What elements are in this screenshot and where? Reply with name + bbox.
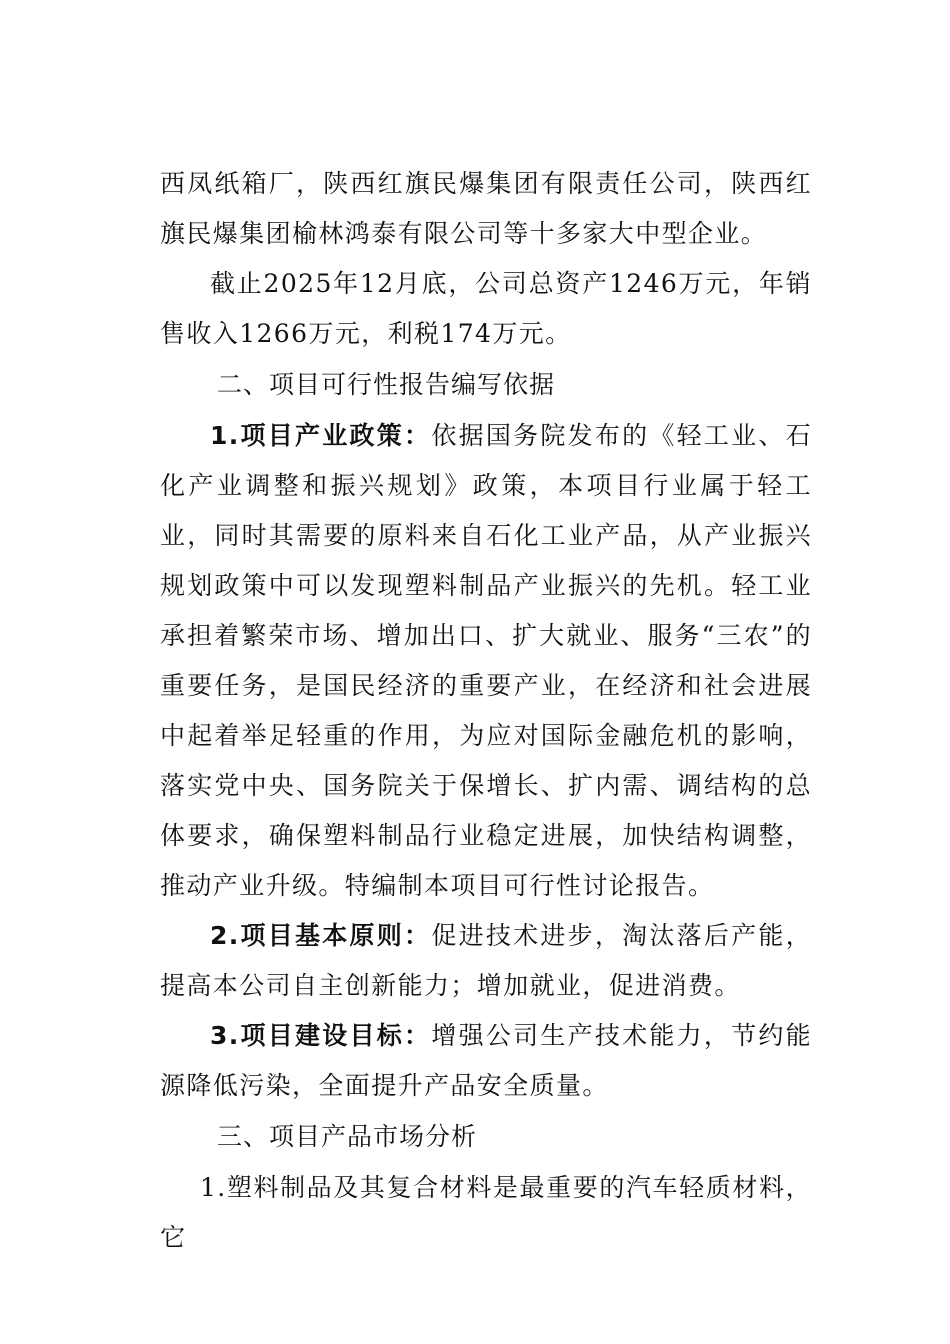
paragraph-construction-goals: [160, 1011, 812, 1111]
item-lead-industry-policy: 1.项目产业政策：: [210, 421, 432, 450]
paragraph-company-clients: 西凤纸箱厂，陕西红旗民爆集团有限责任公司，陕西红旗民爆集团榆林鸿泰有限公司等十多家大中型企业。: [160, 169, 812, 248]
paragraph-industry-policy: [160, 411, 812, 911]
item-text-construction-goals: 增强公司生产技术能力，节约能源降低污染，全面提升产品安全质量。: [160, 1021, 812, 1100]
item-lead-basic-principles: 2.项目基本原则：: [210, 921, 432, 950]
item-text-basic-principles: 促进技术进步，淘汰落后产能，提高本公司自主创新能力；增加就业，促进消费。: [160, 921, 812, 1000]
section-heading-3: 三、项目产品市场分析: [217, 1122, 478, 1151]
document-body: [160, 159, 812, 1263]
paragraph-market-analysis: 1.塑料制品及其复合材料是最重要的汽车轻质材料，它: [160, 1173, 812, 1252]
paragraph-basic-principles: [160, 911, 812, 1011]
section-heading-2: 二、项目可行性报告编写依据: [217, 370, 556, 399]
item-lead-construction-goals: 3.项目建设目标：: [210, 1021, 432, 1050]
paragraph-company-financials: 截止2025年12月底，公司总资产1246万元，年销售收入1266万元，利税174万元。: [160, 269, 812, 348]
item-text-industry-policy: 依据国务院发布的《轻工业、石化产业调整和振兴规划》政策，本项目行业属于轻工业，同时其需要的原料来自石化工业产品，从产业振兴规划政策中可以发现塑料制品产业振兴的先机。轻工业承担着繁荣市场、增加出口、扩大就业、服务“三农”的重要任务，是国民经济的重要产业，在经济和社会进展中起着举足轻重的作用，为应对国际金融危机的影响，落实党中央、国务院关于保增长、扩内需、调结构的总体要求，确保塑料制品行业稳定进展，加快结构调整，推动产业升级。特编制本项目可行性讨论报告。: [160, 421, 812, 900]
